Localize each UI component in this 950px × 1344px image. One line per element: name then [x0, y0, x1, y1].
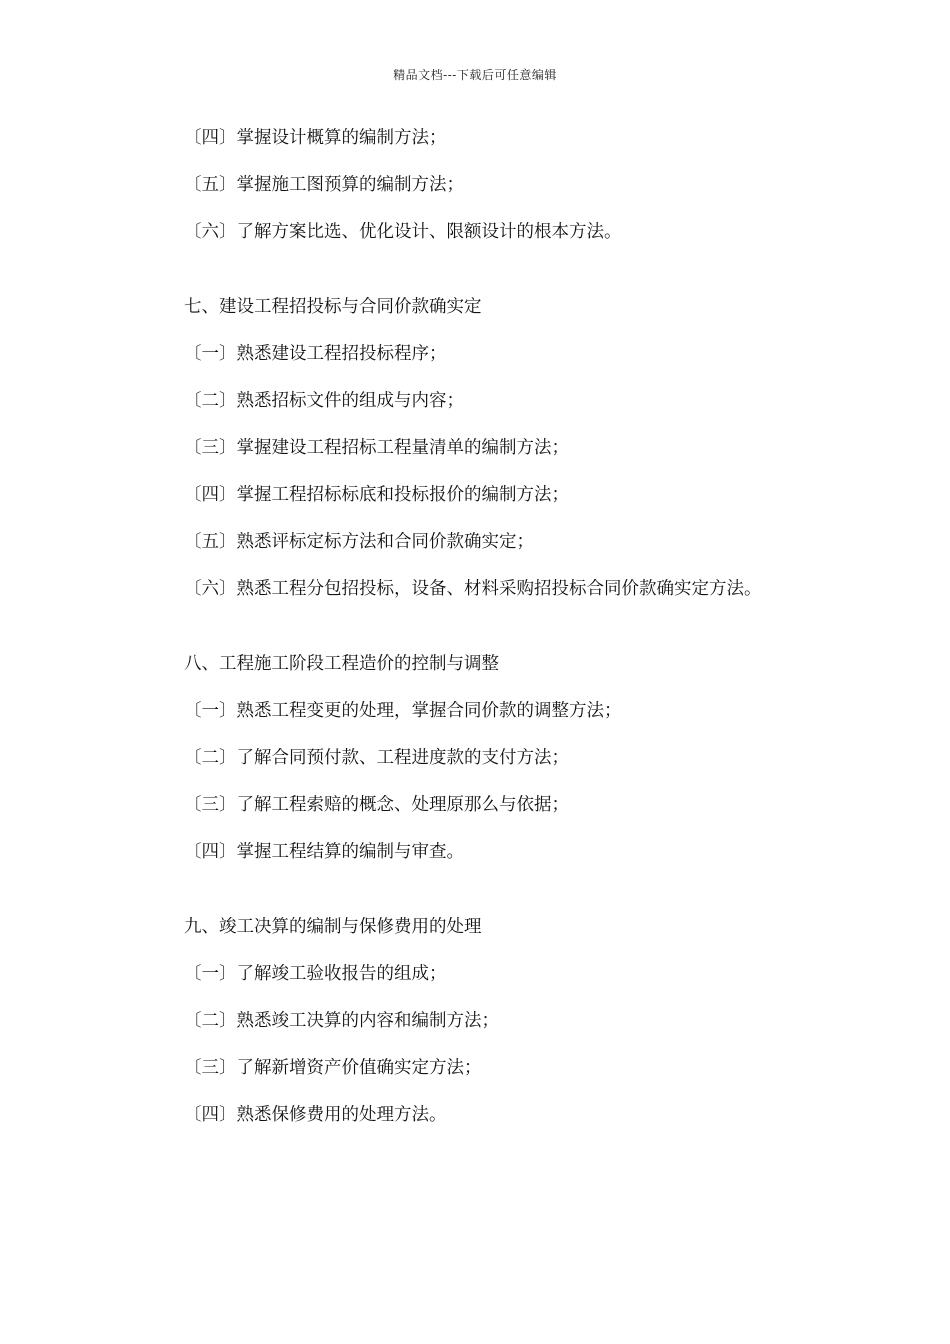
list-item: 〔六〕熟悉工程分包招投标，设备、材料采购招投标合同价款确实定方法。: [184, 579, 762, 599]
list-item: 〔二〕熟悉招标文件的组成与内容；: [184, 391, 464, 411]
list-item: 〔一〕熟悉工程变更的处理，掌握合同价款的调整方法；: [184, 701, 622, 721]
list-item: 〔四〕掌握工程招标标底和投标报价的编制方法；: [184, 485, 569, 505]
list-item: 〔四〕掌握工程结算的编制与审查。: [184, 842, 464, 862]
list-item: 〔六〕了解方案比选、优化设计、限额设计的根本方法。: [184, 222, 622, 242]
list-item: 〔五〕熟悉评标定标方法和合同价款确实定；: [184, 532, 534, 552]
list-item: 〔二〕了解合同预付款、工程进度款的支付方法；: [184, 748, 569, 768]
list-item: 〔二〕熟悉竣工决算的内容和编制方法；: [184, 1011, 499, 1031]
list-item: 〔五〕掌握施工图预算的编制方法；: [184, 175, 464, 195]
document-body: [184, 124, 904, 1148]
list-item: 〔一〕了解竣工验收报告的组成；: [184, 964, 447, 984]
section-heading: 九、竣工决算的编制与保修费用的处理: [184, 917, 482, 937]
page-header: 精品文档---下载后可任意编辑: [393, 68, 557, 82]
list-item: 〔四〕掌握设计概算的编制方法；: [184, 128, 447, 148]
section-heading: 八、工程施工阶段工程造价的控制与调整: [184, 654, 499, 674]
list-item: 〔三〕了解新增资产价值确实定方法；: [184, 1058, 482, 1078]
list-item: 〔三〕了解工程索赔的概念、处理原那么与依据；: [184, 795, 569, 815]
list-item: 〔四〕熟悉保修费用的处理方法。: [184, 1105, 447, 1125]
list-item: 〔三〕掌握建设工程招标工程量清单的编制方法；: [184, 438, 569, 458]
list-item: 〔一〕熟悉建设工程招投标程序；: [184, 344, 447, 364]
section-heading: 七、建设工程招投标与合同价款确实定: [184, 297, 482, 317]
